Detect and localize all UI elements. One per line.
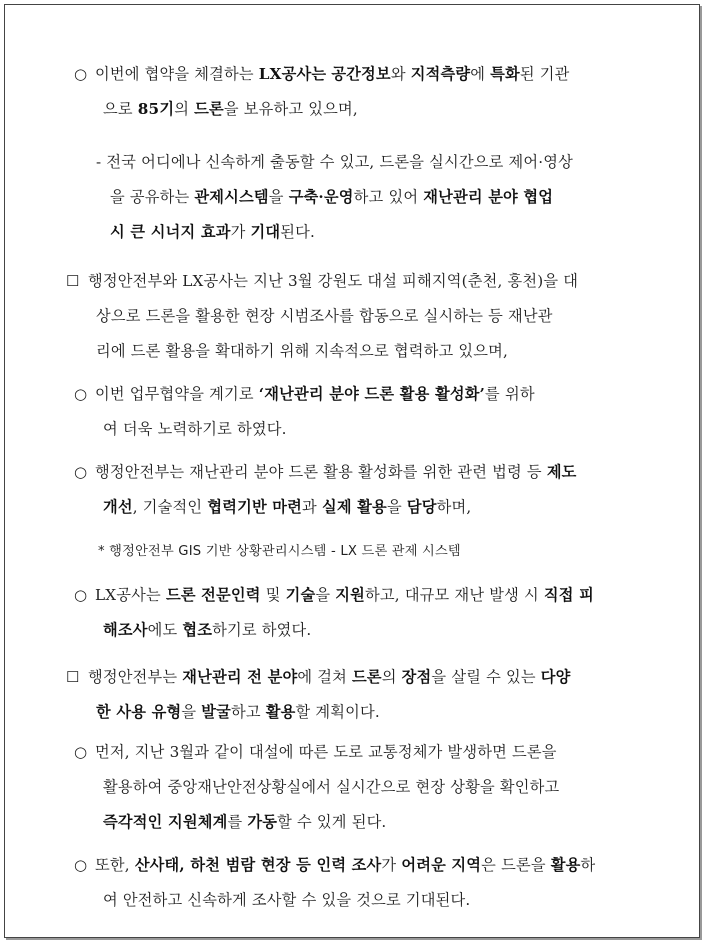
text-run: 여 안전하고 신속하게 조사할 수 있을 것으로 기대된다. [103,891,471,909]
circle-bullet: ○ [74,586,88,604]
paragraph-line [96,152,573,172]
text-run: 할 수 있게 된다. [277,813,387,831]
text-run: 에 [470,65,491,83]
text-run: 하기로 하였다. [212,621,312,639]
text-run: 을 [268,188,289,206]
paragraph-line [103,620,311,640]
bold-text-run: 기대 [250,223,281,241]
bold-text-run: 지적측량 [410,65,471,83]
text-run: 을 보유하고 있으며, [223,100,358,118]
bold-text-run: 한 사용 유형 [96,703,182,721]
circle-bullet: ○ [74,385,88,403]
text-run: 먼저, 지난 3월과 같이 대설에 따른 도로 교통정체가 발생하면 드론을 [95,743,557,761]
bold-text-run: 특화 [490,65,520,83]
circle-bullet: ○ [74,743,88,761]
text-run: 할 계획이다. [295,703,380,721]
bold-text-run: 가동 [247,813,278,831]
bold-text-run: 즉각적인 지원체계 [103,813,228,831]
bold-text-run: ‘재난관리 분야 드론 활용 활성화’ [258,385,486,403]
text-run: 을 [181,703,202,721]
text-run: 하고 [231,703,266,721]
paragraph-line [110,222,315,242]
text-run: 가 [381,856,402,874]
bold-text-run: 기술 [285,586,316,604]
text-run: 행정안전부는 [88,668,183,686]
bold-text-run: 시 큰 시너지 효과 [110,223,231,241]
text-run: 에 걸쳐 [297,668,353,686]
text-run: 을 [315,586,336,604]
text-run: 된 기관 [519,65,570,83]
bold-text-run: 협력기반 마련 [207,498,303,516]
text-run: 하며, [436,498,472,516]
footnote: * 행정안전부 GIS 기반 상황관리시스템 - LX 드론 관제 시스템 [98,544,461,559]
text-run: 된다. [280,223,315,241]
bold-text-run: 제도 [546,463,577,481]
paragraph-line [96,306,553,326]
paragraph-line [103,99,358,119]
paragraph-line [95,64,570,84]
bold-text-run: 드론 전문인력 [165,586,261,604]
text-run: 및 [260,586,286,604]
text-run: 하 [580,856,596,874]
square-bullet: ☐ [66,272,80,290]
text-run: 리에 드론 활용을 확대하기 위해 지속적으로 협력하고 있으며, [96,342,508,360]
paragraph-line [95,384,535,404]
paragraph-line [110,187,553,207]
bold-text-run: 지원 [335,586,366,604]
paragraph-line [103,419,287,439]
bold-text-run: 재난관리 전 분야 [182,668,298,686]
bold-text-run: 발굴 [201,703,231,721]
bold-text-run: 활용 [265,703,296,721]
bold-text-run: 드론 [352,668,382,686]
text-run: 를 위하 [485,385,535,403]
paragraph-line [88,667,571,687]
paragraph-line [103,777,559,797]
bold-text-run: 산사태, 하천 범람 현장 등 인력 조사 [134,856,382,874]
paragraph-line [95,855,595,875]
bold-text-run: 85기 [137,100,175,118]
bold-text-run: 개선 [103,498,133,516]
text-run: 이번에 협약을 체결하는 [95,65,259,83]
text-run: 를 [227,813,248,831]
paragraph-line [103,812,386,832]
bold-text-run: 활용 [550,856,581,874]
bold-text-run: 담당 [406,498,437,516]
text-run: 은 드론을 [481,856,551,874]
circle-bullet: ○ [74,856,88,874]
bold-text-run: 관제시스템 [194,188,269,206]
paragraph-line [95,585,594,605]
paragraph-line [96,702,380,722]
paragraph-line [103,890,470,910]
paragraph-line [88,271,578,291]
text-run: 행정안전부는 재난관리 분야 드론 활용 활성화를 위한 관련 법령 등 [95,463,547,481]
bold-text-run: LX공사는 [258,65,327,83]
text-run: 과 [302,498,322,516]
bold-text-run: 다양 [540,668,571,686]
bold-text-run: 어려운 지역 [401,856,482,874]
text-run: 와 [390,65,411,83]
circle-bullet: ○ [74,463,88,481]
text-run: 또한, [95,856,135,874]
text-run: 가 [230,223,251,241]
text-run: LX공사는 [95,586,166,604]
paragraph-line [95,742,557,762]
bold-text-run: 해조사 [103,621,148,639]
bold-text-run: 협조 [182,621,213,639]
text-run: 상으로 드론을 활용한 현장 시범조사를 합동으로 실시하는 등 재난관 [96,307,553,325]
bold-text-run: 재난관리 분야 협업 [423,188,554,206]
paragraph-line [103,497,471,517]
text-run: 의 [174,100,195,118]
paragraph-line [95,462,577,482]
text-run: - 전국 어디에나 신속하게 출동할 수 있고, 드론을 실시간으로 제어·영상 [96,153,574,171]
text-run: 활용하여 중앙재난안전상황실에서 실시간으로 현장 상황을 확인하고 [103,778,560,796]
paragraph-line [96,341,508,361]
text-run: 을 공유하는 [110,188,195,206]
text-run: , 기술적인 [132,498,208,516]
text-run: 으로 [103,100,138,118]
bold-text-run: 드론 [194,100,224,118]
text-run: 하고, 대규모 재난 발생 시 [365,586,544,604]
text-run: 을 [386,498,407,516]
bold-text-run: 구축·운영 [288,188,354,206]
text-run: 행정안전부와 LX공사는 지난 3월 강원도 대설 피해지역(춘천, 홍천)을 대 [88,272,579,290]
bold-text-run: 실제 활용 [321,498,387,516]
circle-bullet: ○ [74,65,88,83]
text-run: 의 [381,668,402,686]
text-run: 여 더욱 노력하기로 하였다. [103,420,287,438]
text-run: 이번 업무협약을 계기로 [95,385,259,403]
bold-text-run: 공간정보 [331,65,391,83]
square-bullet: ☐ [66,668,80,686]
bold-text-run: 직접 피 [543,586,595,604]
text-run: 을 살릴 수 있는 [431,668,541,686]
text-run: 에도 [147,621,183,639]
text-run: 하고 있어 [353,188,424,206]
bold-text-run: 장점 [401,668,432,686]
